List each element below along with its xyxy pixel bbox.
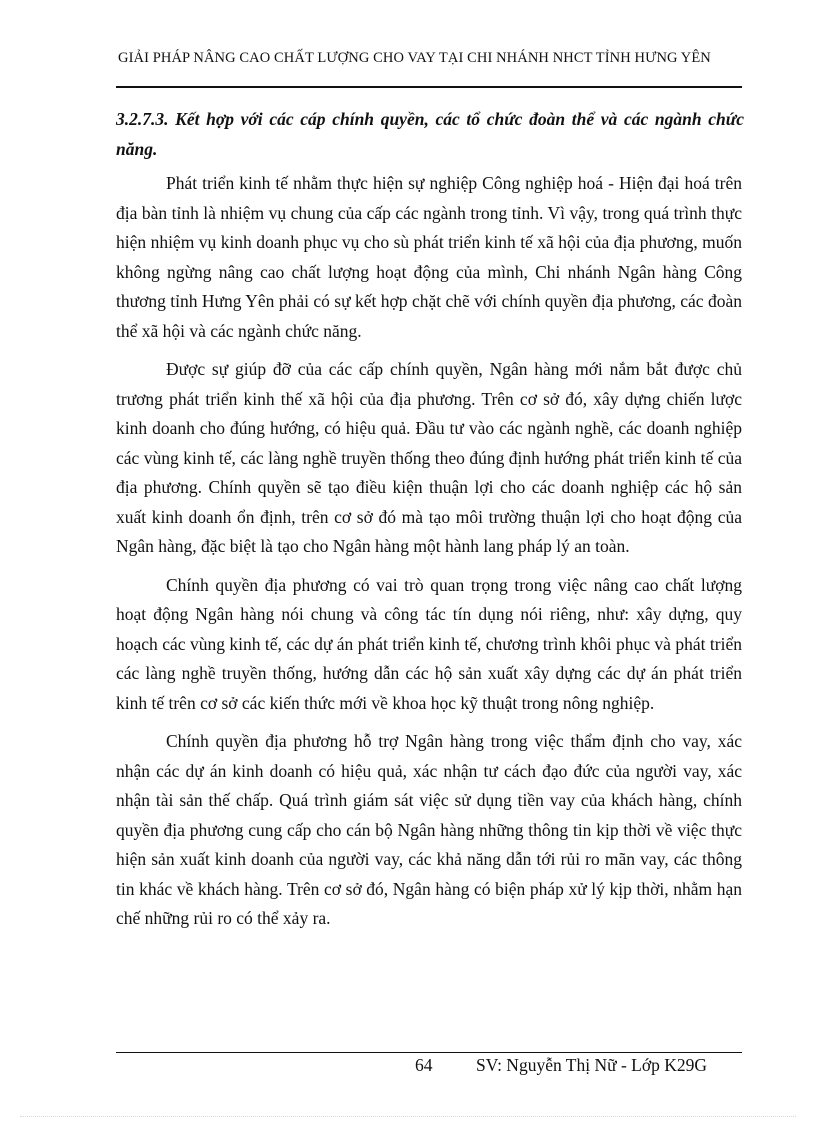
paragraph-4: Chính quyền địa phương hỗ trợ Ngân hàng trong việc thẩm định cho vay, xác nhận các dự án kinh doanh có hiệu quả, xác nhận tư cách đạo đức của người vay, xác nhận tài sản thế chấp. Quá trình giám sát việc sử dụng tiền vay của khách hàng, chính quyền địa phương cung cấp cho cán bộ Ngân hàng những thông tin kịp thời về việc thực hiện sản xuất kinh doanh của người vay, các khả năng dẫn tới rủi ro mãn vay, các thông tin khác về khách hàng. Trên cơ sở đó, Ngân hàng có biện pháp xử lý kịp thời, nhằm hạn chế những rủi ro có thể xảy ra. (116, 731, 742, 928)
footer-divider (116, 1052, 742, 1053)
page-footer (116, 1055, 742, 1081)
author-info: SV: Nguyễn Thị Nữ - Lớp K29G (476, 1055, 707, 1075)
paragraph-1: Phát triển kinh tế nhằm thực hiện sự nghiệp Công nghiệp hoá - Hiện đại hoá trên địa bàn tỉnh là nhiệm vụ chung của cấp các ngành trong tỉnh. Vì vậy, trong quá trình thực hiện nhiệm vụ kinh doanh phục vụ cho sù phát triển kinh tế xã hội của địa phương, muốn không ngừng nâng cao chất lượng hoạt động của mình, Chi nhánh Ngân hàng Công thương tỉnh Hưng Yên phải có sự kết hợp chặt chẽ với chính quyền địa phương, các đoàn thể xã hội và các ngành chức năng. (116, 173, 742, 341)
section-heading: 3.2.7.3. Kết hợp với các cáp chính quyền, các tổ chức đoàn thể và các ngành chức năng. (116, 109, 744, 159)
paragraph-3: Chính quyền địa phương có vai trò quan trọng trong việc nâng cao chất lượng hoạt động Ngân hàng nói chung và công tác tín dụng nói riêng, như: xây dựng, quy hoạch các vùng kinh tế, các dự án phát triển kinh tế, chương trình khôi phục và phát triển các làng nghề truyền thống, hướng dẫn các hộ sản xuất xây dựng các dự án phát triển kinh tế trên cơ sở các kiến thức mới về khoa học kỹ thuật trong nông nghiệp. (116, 574, 742, 713)
page-number: 64 (415, 1055, 433, 1075)
header-divider (116, 86, 742, 88)
header-title: GIẢI PHÁP NÂNG CAO CHẤT LƯỢNG CHO VAY TẠI CHI NHÁNH NHCT TỈNH HƯNG YÊN (118, 50, 711, 66)
page-edge-divider (20, 1116, 796, 1117)
paragraph-2: Được sự giúp đỡ của các cấp chính quyền, Ngân hàng mới nắm bắt được chủ trương phát triển kinh thế xã hội của địa phương. Trên cơ sở đó, xây dựng chiến lược kinh doanh cho đúng hướng, có hiệu quả. Đầu tư vào các ngành nghề, các doanh nghiệp các vùng kinh tế, các làng nghề truyền thống theo đúng định hướng phát triển kinh tế của địa phương. Chính quyền sẽ tạo điều kiện thuận lợi cho các doanh nghiệp các hộ sản xuất kinh doanh ổn định, trên cơ sở đó mà tạo môi trường thuận lợi cho hoạt động của Ngân hàng, đặc biệt là tạo cho Ngân hàng một hành lang pháp lý an toàn. (116, 359, 742, 556)
body-text (116, 169, 742, 943)
